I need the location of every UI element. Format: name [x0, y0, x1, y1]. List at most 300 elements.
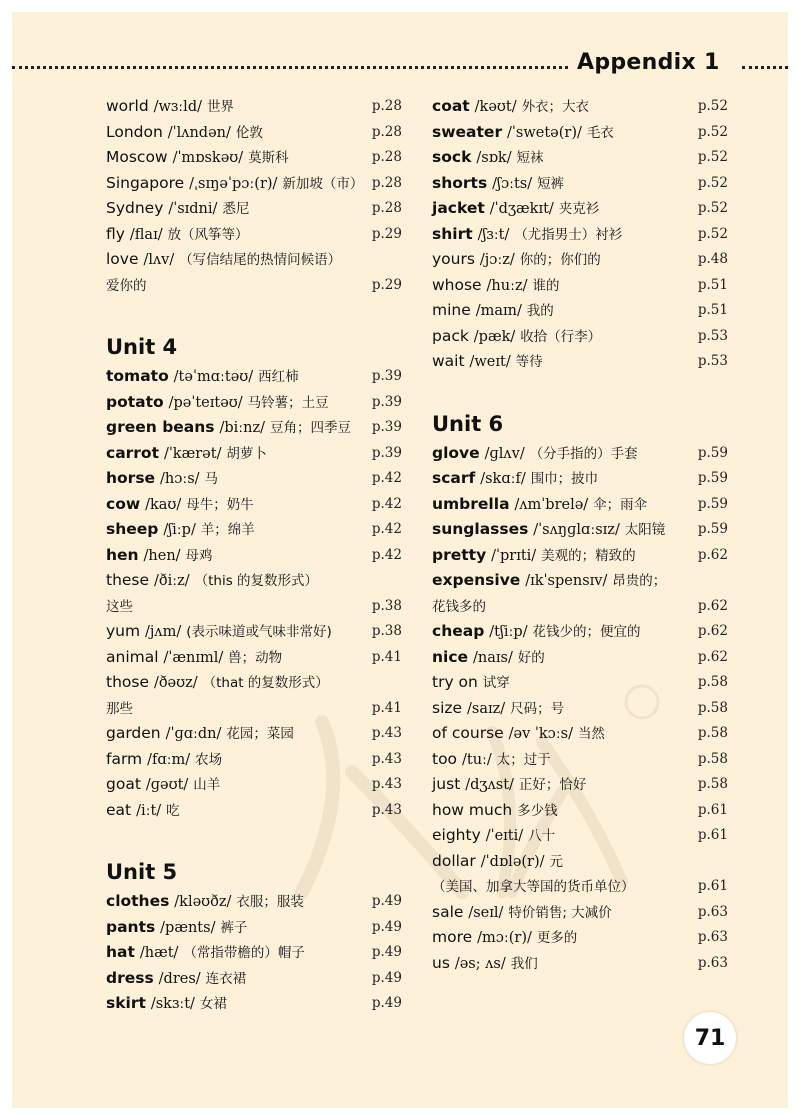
vocab-page-ref: p.63: [697, 929, 728, 945]
vocab-page-ref: p.42: [371, 546, 402, 563]
section-spacer: [432, 375, 728, 405]
vocab-page-ref: p.42: [371, 470, 402, 486]
vocab-entry: [106, 645, 402, 671]
vocab-phonetic: /ʃiːp/: [163, 522, 196, 538]
vocab-page-ref: p.51: [697, 302, 728, 318]
vocab-word: Sydney: [106, 199, 164, 217]
vocab-word: try on: [432, 673, 478, 691]
vocab-entry: [432, 568, 728, 594]
vocab-entry: [106, 517, 402, 543]
vocab-entry: [432, 849, 728, 875]
vocab-translation: 女裙: [199, 996, 227, 1012]
vocab-phonetic: /dres/: [158, 970, 201, 987]
vocab-word: farm: [106, 749, 143, 768]
vocab-translation: 裤子: [220, 919, 248, 936]
vocab-page-ref: p.59: [697, 444, 728, 461]
vocab-word: these: [106, 571, 150, 589]
vocab-page-ref: p.39: [371, 419, 402, 435]
vocab-page-ref: p.41: [371, 699, 402, 716]
vocab-translation: （尤指男士）衬衫: [514, 226, 623, 243]
vocab-translation: 试穿: [482, 675, 510, 691]
vocab-entry: [432, 94, 728, 120]
vocab-page-ref: p.43: [371, 725, 402, 741]
vocab-phonetic: /hɔːs/: [160, 471, 200, 487]
vocab-phonetic: /iːt/: [136, 802, 162, 819]
vocab-phonetic: /tʃiːp/: [489, 624, 528, 640]
vocab-word: Singapore: [106, 173, 185, 192]
vocab-translation: （this 的复数形式）: [194, 573, 319, 589]
vocab-translation: 这些: [106, 598, 133, 615]
vocab-translation: 尺码；号: [510, 700, 565, 717]
vocab-entry: [106, 940, 402, 966]
vocab-word: glove: [432, 443, 480, 462]
vocab-word: green beans: [106, 418, 215, 436]
vocab-translation: 美观的；精致的: [541, 547, 636, 564]
left-column: [106, 94, 402, 1017]
vocab-phonetic: /ʃɜːt/: [477, 226, 510, 243]
right-column: [432, 94, 728, 976]
vocab-word: garden: [106, 724, 161, 742]
vocab-word: sock: [432, 148, 472, 166]
vocab-translation: （that 的复数形式）: [202, 675, 329, 691]
vocab-word: London: [106, 122, 163, 141]
vocab-translation: 兽；动物: [228, 649, 283, 666]
vocab-page-ref: p.41: [371, 648, 402, 665]
vocab-entry: [106, 273, 402, 299]
vocab-translation: 好的: [517, 649, 545, 666]
vocab-translation: 莫斯科: [248, 150, 289, 166]
vocab-translation: 外衣；大衣: [521, 99, 590, 115]
vocab-page-ref: p.62: [697, 623, 728, 639]
vocab-phonetic: /dʒʌst/: [465, 777, 514, 793]
vocab-translation: (表示味道或气味非常好): [186, 624, 332, 640]
vocab-page-ref: p.28: [371, 123, 402, 140]
vocab-page-ref: p.49: [371, 944, 402, 960]
vocab-phonetic: /hæt/: [139, 945, 179, 961]
page-number: 71: [684, 1012, 736, 1064]
vocab-page-ref: p.39: [371, 368, 402, 384]
vocab-entry: [106, 696, 402, 722]
vocab-page-ref: p.59: [697, 495, 728, 512]
vocab-translation: 吃: [166, 802, 180, 819]
vocab-entry: [432, 171, 728, 197]
vocab-page-ref: p.52: [697, 98, 728, 114]
vocab-page-ref: p.52: [697, 123, 728, 140]
vocab-word: us: [432, 953, 450, 972]
vocab-entry: [432, 543, 728, 569]
vocab-phonetic: /saɪz/: [467, 700, 506, 717]
vocab-page-ref: p.38: [371, 623, 402, 639]
vocab-entry: [432, 645, 728, 671]
vocab-phonetic: /maɪn/: [475, 303, 522, 319]
vocab-entry: [432, 823, 728, 849]
vocab-word: potato: [106, 392, 164, 411]
vocab-translation: 放（风筝等）: [167, 226, 249, 243]
vocab-translation: 我的: [526, 303, 554, 319]
vocab-word: skirt: [106, 994, 146, 1012]
vocab-entry: [106, 543, 402, 569]
vocab-entry: [106, 492, 402, 518]
vocab-entry: [432, 772, 728, 798]
header-dotted-rule: [12, 66, 568, 69]
vocab-translation: （分手指的）手套: [529, 445, 638, 462]
vocab-page-ref: p.43: [371, 776, 402, 792]
vocab-translation: 连衣裙: [205, 970, 247, 987]
unit-heading: Unit 4: [106, 335, 178, 359]
vocab-entry: [432, 492, 728, 518]
vocab-word: sweater: [432, 122, 503, 141]
vocab-translation: 西红柿: [258, 369, 299, 385]
vocab-translation: 爱你的: [106, 277, 147, 294]
vocab-phonetic: /jʌm/: [145, 624, 182, 640]
vocab-page-ref: p.58: [697, 750, 728, 767]
vocab-page-ref: p.58: [697, 699, 728, 716]
vocab-word: world: [106, 97, 149, 115]
unit-heading: Unit 6: [432, 411, 504, 436]
vocab-page-ref: p.59: [697, 470, 728, 486]
vocab-phonetic: /naɪs/: [473, 649, 513, 666]
vocab-word: yum: [106, 622, 141, 640]
vocab-word: dress: [106, 968, 154, 987]
vocab-page-ref: p.63: [697, 954, 728, 971]
vocab-entry: [106, 670, 402, 696]
vocab-word: mine: [432, 301, 471, 319]
vocab-page-ref: p.62: [697, 597, 728, 614]
vocab-translation: 山羊: [193, 777, 221, 793]
vocab-entry: [106, 94, 402, 120]
vocab-entry: [432, 696, 728, 722]
vocab-entry: [432, 441, 728, 467]
vocab-translation: 衣服；服装: [236, 894, 304, 910]
vocab-word: too: [432, 749, 458, 768]
vocab-word: shirt: [432, 224, 473, 243]
vocab-entry: [432, 925, 728, 951]
vocab-translation: 太阳镜: [624, 522, 666, 538]
vocab-word: goat: [106, 775, 141, 793]
vocab-phonetic: /ˈswetə(r)/: [507, 124, 582, 141]
vocab-entry: [432, 900, 728, 926]
vocab-entry: [432, 721, 728, 747]
vocab-word: sheep: [106, 520, 159, 538]
vocab-phonetic: /hen/: [143, 547, 181, 564]
vocab-page-ref: p.28: [371, 149, 402, 165]
vocab-entry: [432, 594, 728, 620]
vocab-translation: 母鸡: [185, 547, 213, 564]
vocab-entry: [106, 466, 402, 492]
vocab-word: just: [432, 775, 461, 793]
vocab-phonetic: /əv ˈkɔːs/: [508, 726, 573, 742]
vocab-word: eighty: [432, 826, 481, 844]
vocab-phonetic: /huːz/: [486, 277, 528, 294]
vocab-translation: 悉尼: [222, 201, 250, 217]
vocab-translation: 当然: [577, 726, 605, 742]
vocab-entry: [432, 247, 728, 273]
vocab-word: pants: [106, 917, 156, 936]
vocab-entry: [432, 120, 728, 146]
vocab-translation: 短袜: [516, 150, 544, 166]
vocab-page-ref: p.53: [697, 353, 728, 369]
vocab-word: pretty: [432, 545, 487, 564]
vocab-phonetic: /weɪt/: [469, 354, 511, 370]
vocab-word: coat: [432, 97, 470, 115]
vocab-entry: [106, 966, 402, 992]
vocab-translation: 花钱多的: [432, 598, 486, 615]
vocab-translation: （写信结尾的热情问候语）: [179, 252, 342, 268]
vocab-translation: 伦敦: [235, 124, 263, 141]
vocab-page-ref: p.29: [371, 276, 402, 293]
vocab-word: hat: [106, 943, 135, 961]
vocab-word: whose: [432, 275, 482, 294]
vocab-phonetic: /skɑːf/: [480, 471, 526, 487]
vocab-page-ref: p.48: [697, 251, 728, 267]
vocab-page-ref: p.58: [697, 674, 728, 690]
vocab-entry: [432, 349, 728, 375]
vocab-entry: [432, 273, 728, 299]
vocab-phonetic: /ˈdɒlə(r)/: [480, 853, 545, 870]
vocab-page-ref: p.49: [371, 918, 402, 935]
vocab-phonetic: /skɜːt/: [150, 996, 195, 1012]
vocab-entry: [432, 324, 728, 350]
vocab-phonetic: /ˈprɪti/: [491, 547, 537, 564]
vocab-word: size: [432, 698, 463, 717]
vocab-phonetic: /ˈsɪdni/: [168, 201, 218, 217]
vocab-page-ref: p.51: [697, 276, 728, 293]
vocab-phonetic: /əs; ʌs/: [454, 955, 506, 972]
vocab-translation: 马铃薯；土豆: [247, 394, 329, 411]
vocab-word: clothes: [106, 892, 170, 910]
vocab-word: cow: [106, 494, 141, 513]
vocab-translation: 特价销售; 大减价: [508, 904, 612, 921]
vocab-phonetic: /ˈmɒskəʊ/: [172, 150, 244, 166]
vocab-translation: 等待: [515, 354, 543, 370]
vocab-entry: [106, 568, 402, 594]
vocab-word: yours: [432, 250, 475, 268]
vocab-translation: 羊；绵羊: [200, 522, 255, 538]
vocab-entry: [432, 951, 728, 977]
vocab-page-ref: p.52: [697, 174, 728, 191]
vocab-entry: [106, 145, 402, 171]
vocab-phonetic: /pæk/: [473, 328, 516, 345]
vocab-page-ref: p.29: [371, 225, 402, 242]
vocab-translation: 伞；雨伞: [593, 496, 648, 513]
vocab-phonetic: /sɒk/: [476, 150, 512, 166]
vocab-entry: [106, 120, 402, 146]
vocab-entry: [106, 915, 402, 941]
vocab-phonetic: /mɔː(r)/: [477, 930, 532, 946]
vocab-page-ref: p.43: [371, 750, 402, 767]
vocab-translation: 毛衣: [586, 124, 614, 141]
vocab-word: wait: [432, 352, 465, 370]
vocab-page-ref: p.63: [697, 903, 728, 920]
vocab-entry: [432, 222, 728, 248]
vocab-word: carrot: [106, 443, 159, 462]
vocab-translation: 花园；菜园: [226, 726, 294, 742]
vocab-translation: 收拾（行李）: [520, 328, 602, 345]
vocab-translation: 正好；恰好: [518, 777, 587, 793]
vocab-word: fly: [106, 224, 125, 243]
vocab-translation: 花钱少的；便宜的: [532, 624, 641, 640]
vocab-phonetic: /ɡlʌv/: [484, 445, 525, 462]
vocab-entry: [106, 747, 402, 773]
vocab-entry: [106, 415, 402, 441]
vocab-entry: [432, 798, 728, 824]
vocab-word: dollar: [432, 851, 476, 870]
header-dotted-rule-right: [742, 66, 788, 69]
vocab-phonetic: /jɔːz/: [479, 252, 515, 268]
vocab-word: jacket: [432, 199, 485, 217]
vocab-entry: [106, 772, 402, 798]
vocab-word: hen: [106, 545, 139, 564]
vocab-word: sunglasses: [432, 520, 529, 538]
vocab-page-ref: p.53: [697, 327, 728, 344]
vocab-page-ref: p.52: [697, 149, 728, 165]
vocab-entry: [106, 991, 402, 1017]
vocab-entry: [432, 466, 728, 492]
vocab-entry: [106, 247, 402, 273]
vocab-translation: 我们: [510, 955, 538, 972]
vocab-translation: 夹克衫: [558, 201, 600, 217]
vocab-page-ref: p.62: [697, 648, 728, 665]
vocab-word: love: [106, 250, 139, 268]
vocab-phonetic: /ˈlʌndən/: [167, 124, 231, 141]
vocab-entry: [106, 441, 402, 467]
vocab-word: those: [106, 673, 149, 691]
vocab-entry: [106, 390, 402, 416]
vocab-phonetic: /ʌmˈbrelə/: [514, 496, 589, 513]
vocab-word: of course: [432, 724, 504, 742]
vocab-word: expensive: [432, 571, 521, 589]
vocab-page-ref: p.39: [371, 444, 402, 461]
vocab-phonetic: /wɜːld/: [153, 99, 202, 115]
vocab-entry: [106, 364, 402, 390]
vocab-entry: [432, 145, 728, 171]
vocab-translation: 农场: [195, 751, 223, 768]
vocab-phonetic: /ˈeɪti/: [485, 828, 524, 844]
vocab-page-ref: p.42: [371, 521, 402, 537]
vocab-phonetic: /ɡəʊt/: [145, 777, 189, 793]
vocab-page-ref: p.28: [371, 98, 402, 114]
vocab-page-ref: p.61: [697, 801, 728, 818]
vocab-entry: [106, 594, 402, 620]
vocab-page-ref: p.38: [371, 597, 402, 614]
vocab-page-ref: p.61: [697, 878, 728, 894]
vocab-phonetic: /tuː/: [461, 751, 492, 768]
unit-heading: Unit 5: [106, 860, 178, 884]
vocab-translation: 胡萝卜: [226, 445, 267, 462]
vocab-phonetic: /kləʊðz/: [174, 894, 232, 910]
vocab-page-ref: p.43: [371, 801, 402, 818]
vocab-translation: 八十: [528, 828, 556, 844]
vocab-word: scarf: [432, 469, 476, 487]
vocab-phonetic: /ˈdʒækɪt/: [489, 201, 554, 217]
vocab-word: eat: [106, 800, 132, 819]
vocab-phonetic: /ðəʊz/: [153, 675, 198, 691]
vocab-entry: [432, 747, 728, 773]
vocab-word: animal: [106, 647, 159, 666]
vocab-phonetic: /ˈɡɑːdn/: [165, 726, 222, 742]
vocab-phonetic: /pəˈteɪtəʊ/: [168, 394, 243, 411]
vocab-entry: [432, 298, 728, 324]
vocab-word: nice: [432, 647, 469, 666]
vocab-entry: [432, 874, 728, 900]
vocab-page-ref: p.61: [697, 827, 728, 843]
vocab-phonetic: /təˈmɑːtəʊ/: [173, 369, 254, 385]
vocab-translation: （常指带檐的）帽子: [183, 945, 305, 961]
vocab-translation: 世界: [206, 99, 234, 115]
vocab-translation: 那些: [106, 700, 133, 717]
vocab-entry: [106, 721, 402, 747]
vocab-word: tomato: [106, 367, 169, 385]
vocab-phonetic: /fɑːm/: [147, 751, 191, 768]
vocab-phonetic: /ðiːz/: [154, 573, 190, 589]
vocab-entry: [106, 889, 402, 915]
vocab-page-ref: p.42: [371, 495, 402, 512]
vocab-entry: [106, 171, 402, 197]
vocab-translation: 豆角；四季豆: [269, 420, 351, 436]
vocab-entry: [106, 619, 402, 645]
vocab-translation: （美国、加拿大等国的货币单位）: [432, 879, 635, 895]
vocab-translation: 元: [549, 853, 563, 870]
vocab-page-ref: p.49: [371, 969, 402, 986]
vocab-entry: [432, 670, 728, 696]
vocab-translation: 更多的: [536, 930, 578, 946]
vocab-phonetic: /ˈænɪml/: [163, 649, 224, 666]
vocab-page-ref: p.52: [697, 225, 728, 242]
vocab-translation: 昂贵的；: [612, 573, 667, 589]
vocab-translation: 你的；你们的: [519, 252, 601, 268]
vocab-translation: 新加坡（市）: [282, 175, 364, 192]
vocab-entry: [432, 196, 728, 222]
vocab-entry: [432, 619, 728, 645]
vocab-page-ref: p.28: [371, 200, 402, 216]
vocab-translation: 马: [204, 471, 219, 487]
vocab-phonetic: /kaʊ/: [145, 496, 182, 513]
vocab-phonetic: /lʌv/: [143, 252, 175, 268]
vocab-word: shorts: [432, 173, 488, 192]
vocab-entry: [106, 798, 402, 824]
vocab-page-ref: p.52: [697, 200, 728, 216]
vocab-translation: 母牛；奶牛: [186, 496, 254, 513]
vocab-translation: 短裤: [537, 175, 565, 192]
vocab-phonetic: /seɪl/: [468, 904, 504, 921]
vocab-entry: [432, 517, 728, 543]
section-spacer: [106, 823, 402, 853]
appendix-page: [12, 12, 788, 1108]
vocab-page-ref: p.49: [371, 995, 402, 1011]
vocab-phonetic: /ɪkˈspensɪv/: [525, 573, 608, 589]
vocab-word: cheap: [432, 622, 485, 640]
vocab-page-ref: p.58: [697, 725, 728, 741]
vocab-translation: 多少钱: [517, 802, 558, 819]
vocab-translation: 围巾；披巾: [530, 471, 599, 487]
vocab-page-ref: p.39: [371, 393, 402, 410]
vocab-entry: [106, 196, 402, 222]
page-title: Appendix 1: [577, 50, 720, 75]
vocab-word: pack: [432, 326, 469, 345]
vocab-page-ref: p.59: [697, 521, 728, 537]
vocab-phonetic: /ʃɔːts/: [492, 175, 533, 192]
vocab-page-ref: p.58: [697, 776, 728, 792]
vocab-translation: 谁的: [532, 277, 560, 294]
vocab-word: Moscow: [106, 148, 168, 166]
vocab-page-ref: p.49: [371, 893, 402, 909]
vocab-phonetic: /ˈkærət/: [163, 445, 222, 462]
vocab-page-ref: p.28: [371, 174, 402, 191]
vocab-word: how much: [432, 800, 513, 819]
vocab-phonetic: /pænts/: [160, 919, 216, 936]
section-spacer: [106, 298, 402, 328]
vocab-phonetic: /ˌsɪŋəˈpɔː(r)/: [189, 175, 278, 192]
